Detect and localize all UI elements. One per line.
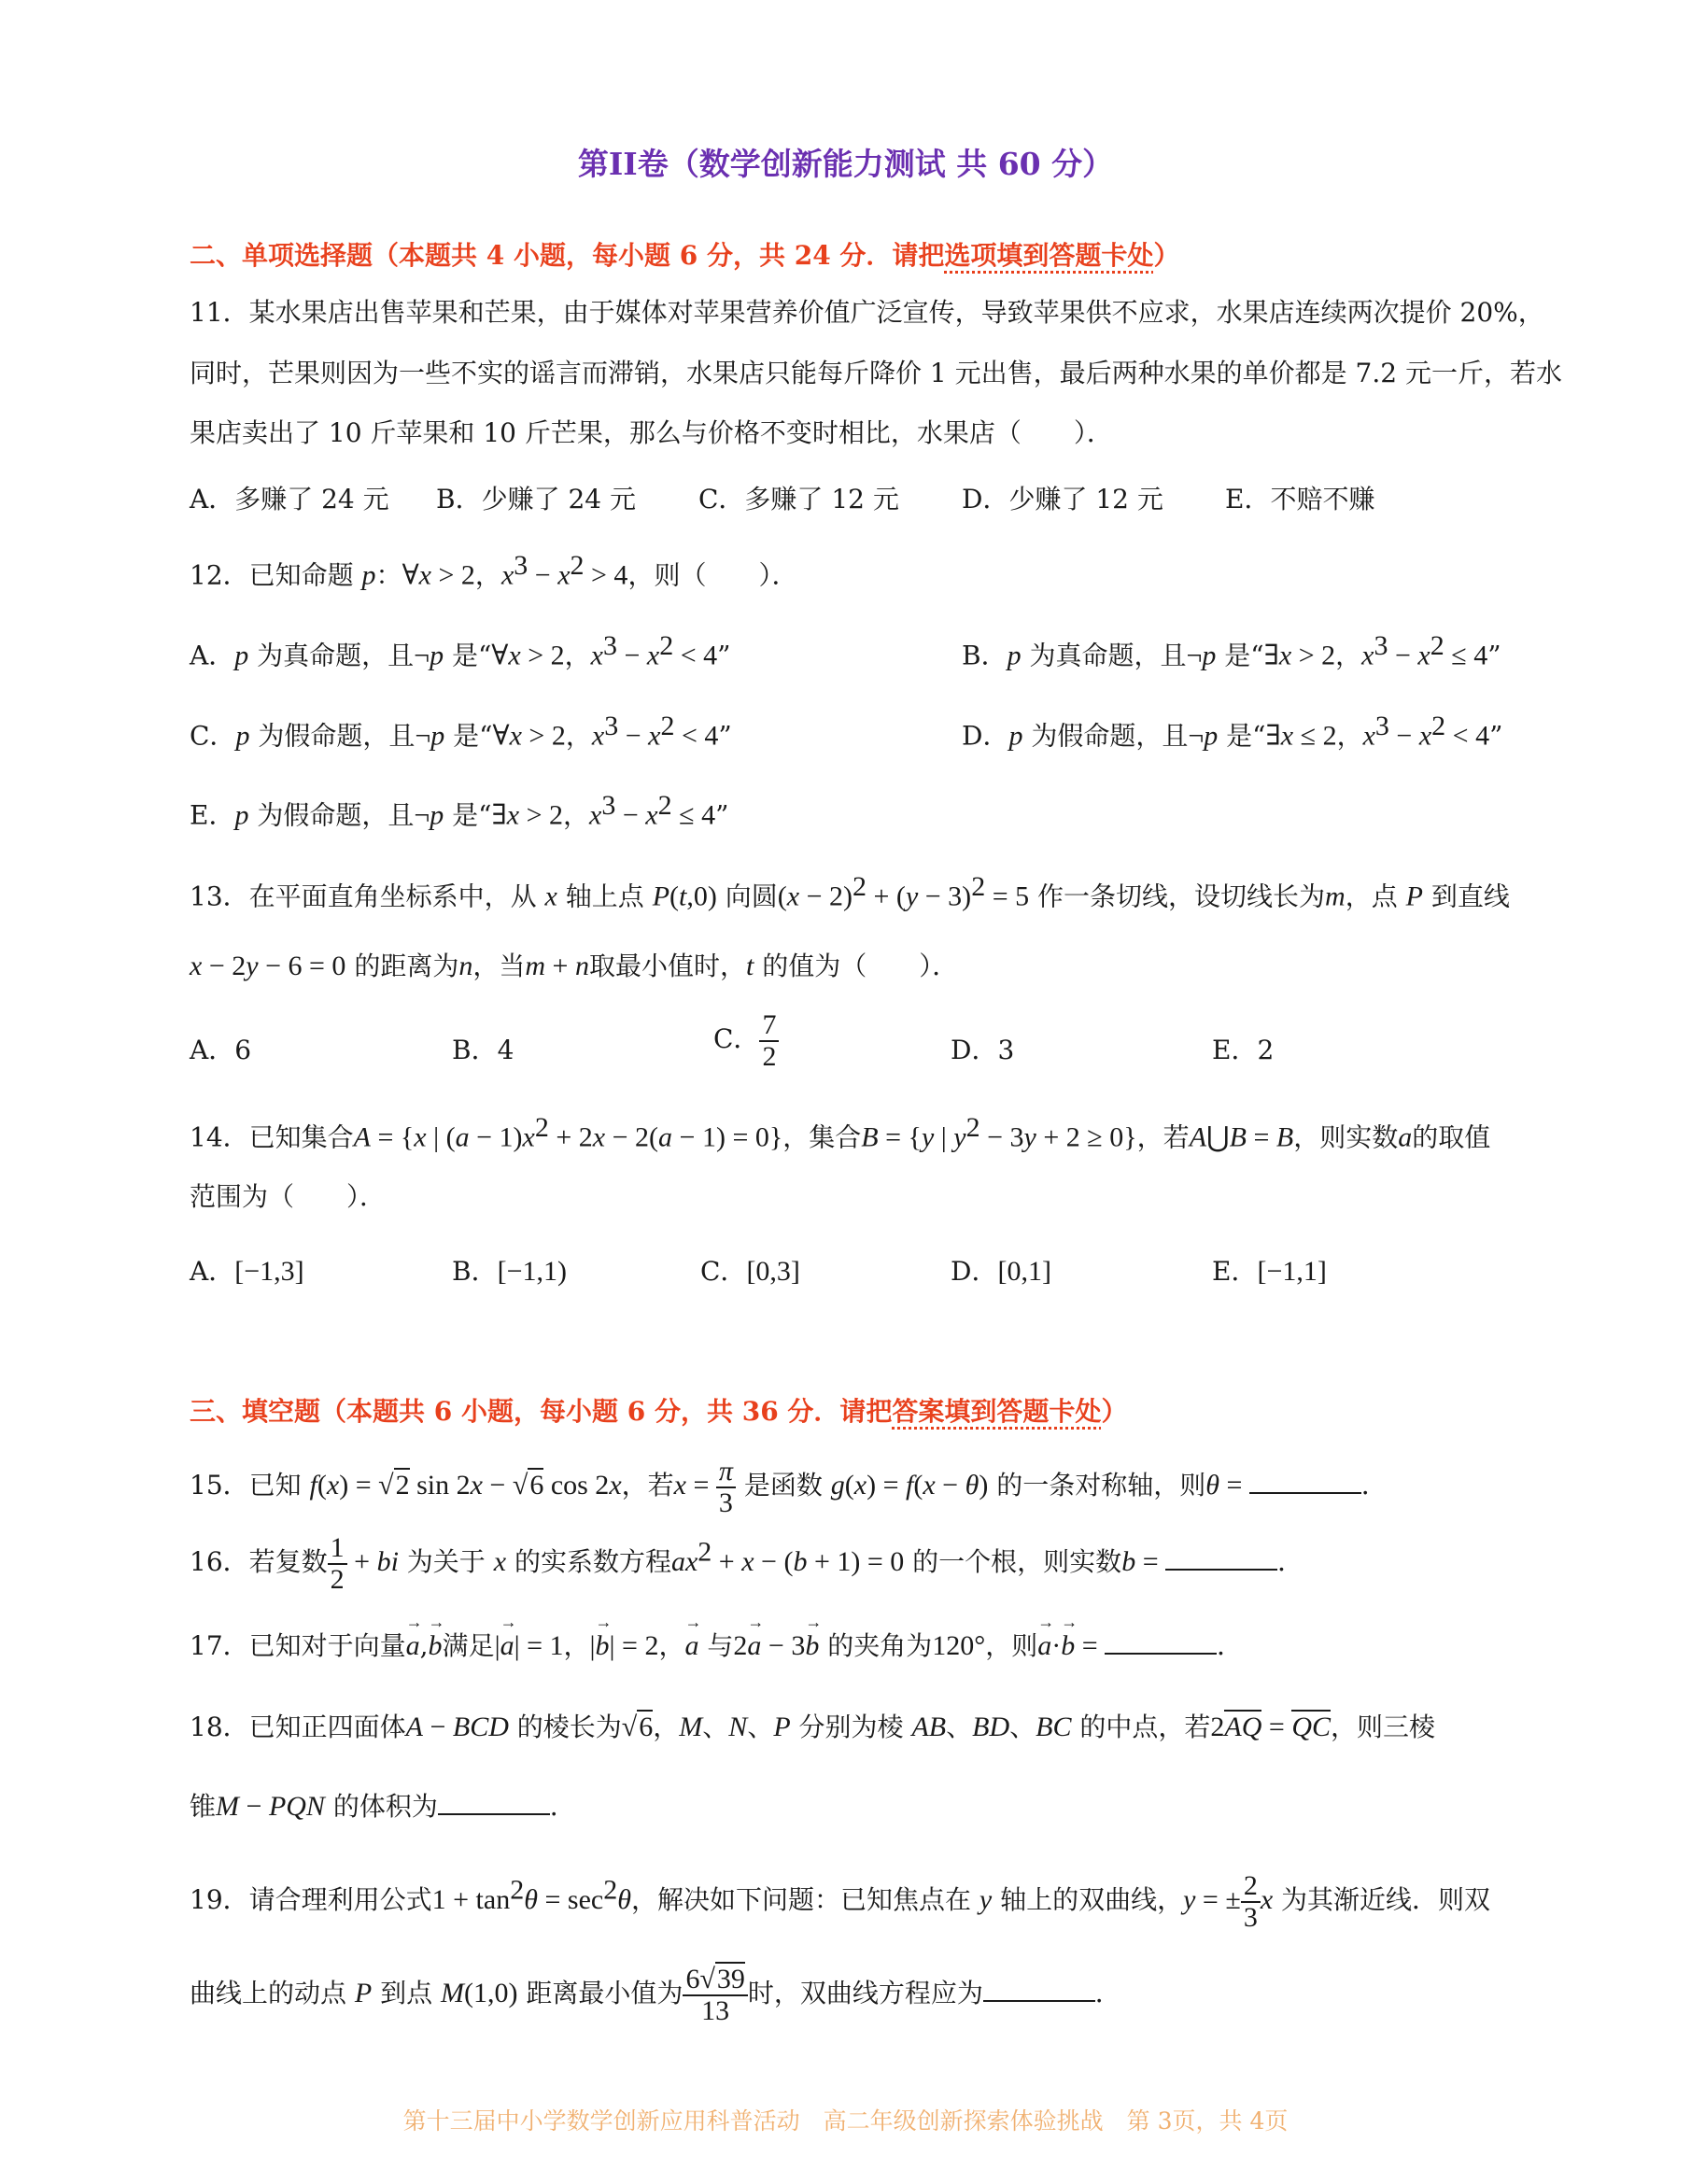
q18-line2: 锥M − PQN 的体积为 ． bbox=[190, 1791, 576, 1822]
q14-line1: 14．已知集合A = {x | $(a - 1)x^2 + 2x - 2(a - 1) = 0$}，集合B = {y | $y^2 - 3y + 2 \ge 0$}，若A⋃B = B，则实数a的取值 bbox=[190, 1112, 1491, 1153]
q13-option-b: B．4 bbox=[452, 1035, 514, 1065]
q11-option-a: A．多赚了 24 元 bbox=[190, 484, 389, 514]
q19-line2: 曲线上的动点 P 到点 M(1,0) 距离最小值为 $\frac{6√39}{13}$ 时，双曲线方程应为 ． bbox=[190, 1964, 1121, 2026]
q15: 15．已知 f(x) = √2 sin 2x − √6 cos 2x，若x = $\frac{\pi}{3}$ 是函数 g(x) = f(x − θ) 的一条对称轴，则θ = ． bbox=[190, 1456, 1388, 1518]
q13-line1: 13．在平面直角坐标系中，从 x 轴上点 P(t,0) 向圆$(x - 2)^2 + (y - 3)^2 = 5$ 作一条切线，设切线长为m，点 P 到直线 bbox=[190, 871, 1510, 912]
q11-option-d: D．少赚了 12 元 bbox=[962, 484, 1163, 514]
q13-option-a: A．6 bbox=[190, 1035, 252, 1065]
q12-option-a: A．p 为真命题，且¬p 是“∀x > 2，$x^3 - x^2 < 4$” bbox=[190, 630, 731, 671]
q19-line1: 19．请合理利用公式$1 + \tan^2\theta = \sec^2\theta$，解决如下问题：已知焦点在 y 轴上的双曲线，y = ± $\frac{2}{3}$ x 为其渐近线．则双 bbox=[190, 1870, 1491, 1933]
q11-option-c: C．多赚了 12 元 bbox=[698, 484, 899, 514]
page-footer: 第十三届中小学数学创新应用科普活动 高二年级创新探索体验挑战 第 3页，共 4页 bbox=[402, 2107, 1289, 2135]
q18-line1: 18．已知正四面体A − BCD 的棱长为√6，M、N、P 分别为棱 AB、BD、BC 的中点，若2AQ = QC，则三棱 bbox=[190, 1712, 1436, 1742]
q14-option-e: E．[−1,1] bbox=[1212, 1256, 1327, 1287]
q11-line1: 11．某水果店出售苹果和芒果，由于媒体对苹果营养价值广泛宣传，导致苹果供不应求，水果店连续两次提价 20%， bbox=[190, 297, 1544, 328]
q14-line2: 范围为（ ）． bbox=[190, 1181, 387, 1212]
q16: 16．若复数 $\frac{1}{2}$ + bi 为关于 x 的实系数方程$ax^2 + x - (b + 1) = 0$ 的一个根，则实数b = ． bbox=[190, 1532, 1304, 1595]
q12-option-b: B．p 为真命题，且¬p 是“∃x > 2，$x^3 - x^2 \le 4$” bbox=[962, 630, 1501, 671]
q14-option-c: C．[0,3] bbox=[700, 1256, 800, 1287]
q13-option-d: D．3 bbox=[951, 1035, 1015, 1065]
q12-option-e: E．p 为假命题，且¬p 是“∃x > 2，$x^3 - x^2 \le 4$” bbox=[190, 790, 729, 831]
q14-option-d: D．[0,1] bbox=[951, 1256, 1051, 1287]
section-heading-fill: 三、填空题（本题共 6 小题，每小题 6 分，共 36 分．请把答案填到答题卡处） bbox=[190, 1396, 1128, 1427]
q12-option-c: C．p 为假命题，且¬p 是“∀x > 2，$x^3 - x^2 < 4$” bbox=[190, 711, 732, 752]
page-title: 第II卷（数学创新能力测试 共 60 分） bbox=[577, 146, 1114, 182]
q13-line2: x − 2y − 6 = 0 的距离为n，当m + n取最小值时，t 的值为（ ）． bbox=[190, 951, 959, 981]
q11-option-b: B．少赚了 24 元 bbox=[436, 484, 637, 514]
q17: 17．已知对于向量→ a,→ b满足|→ a| = 1，|→ b| = 2，→ a 与2→ a − 3→ b 的夹角为120°，则→ a·→ b = ． bbox=[190, 1629, 1243, 1663]
q11-line2: 同时，芒果则因为一些不实的谣言而滞销，水果店只能每斤降价 1 元出售，最后两种水果的单价都是 7.2 元一斤，若水 bbox=[190, 358, 1562, 388]
section-heading-choice: 二、单项选择题（本题共 4 小题，每小题 6 分，共 24 分．请把选项填到答题卡处） bbox=[190, 240, 1180, 271]
q14-option-b: B．[−1,1) bbox=[452, 1256, 567, 1287]
q12-option-d: D．p 为假命题，且¬p 是“∃x ≤ 2，$x^3 - x^2 < 4$” bbox=[962, 711, 1503, 752]
q11-line3: 果店卖出了 10 斤苹果和 10 斤芒果，那么与价格不变时相比，水果店（ ）． bbox=[190, 417, 1113, 448]
q11-option-e: E．不赔不赚 bbox=[1225, 484, 1375, 514]
q13-option-c: C． $\frac{7}{2}$ bbox=[713, 1010, 779, 1071]
q13-option-e: E．2 bbox=[1212, 1035, 1275, 1065]
q14-option-a: A．[−1,3] bbox=[190, 1256, 304, 1287]
q12-stem: 12．已知命题 p：∀x > 2，$x^3 - x^2 > 4$，则（ ）． bbox=[190, 550, 798, 591]
